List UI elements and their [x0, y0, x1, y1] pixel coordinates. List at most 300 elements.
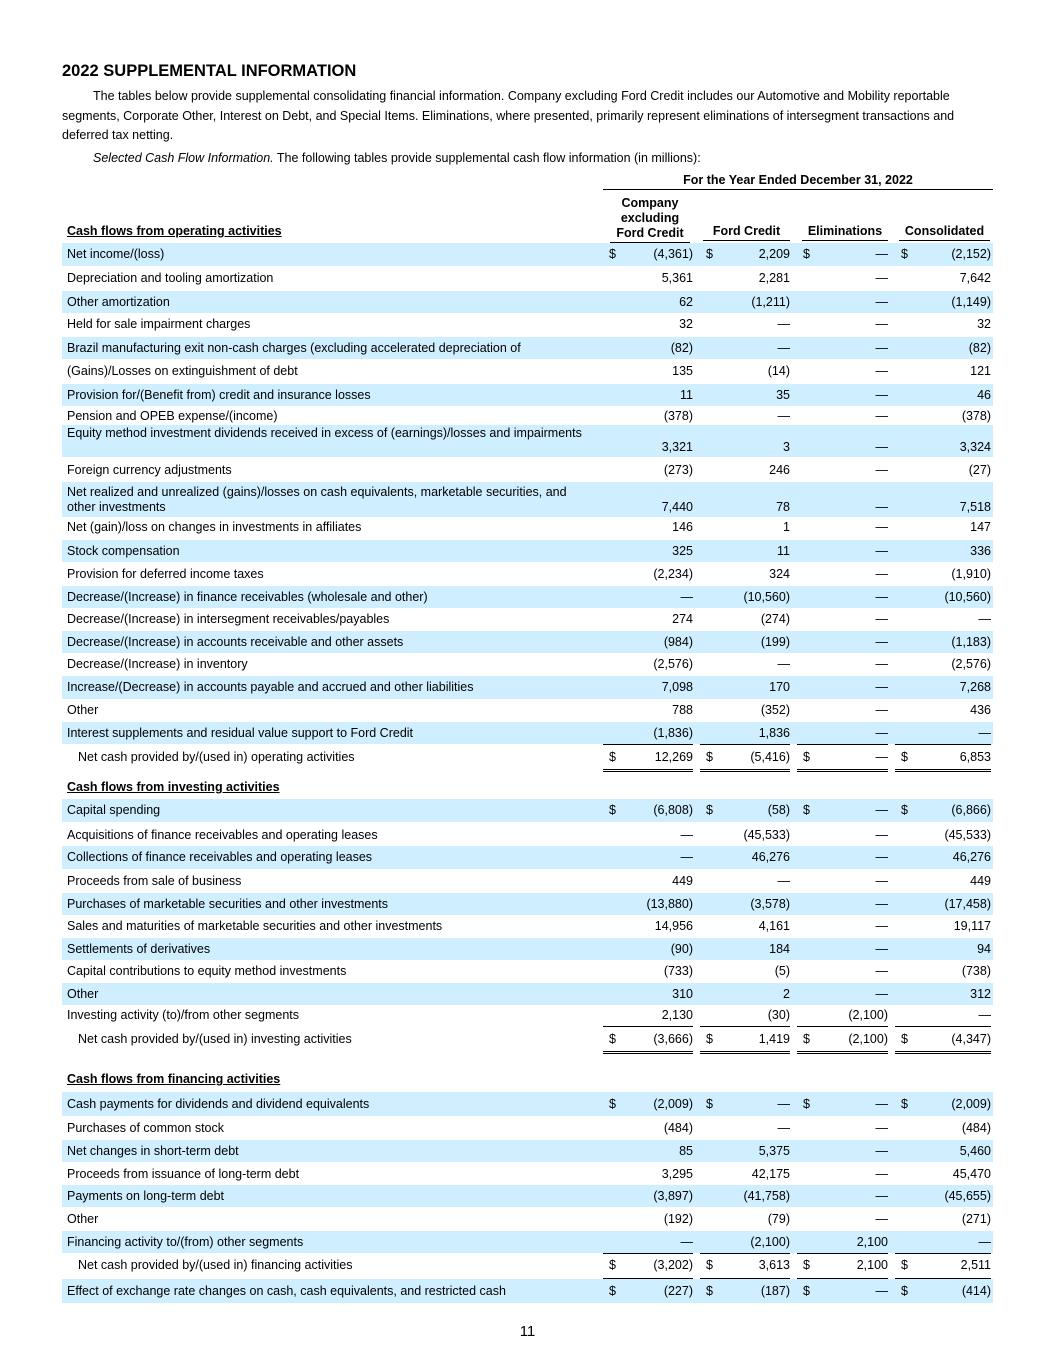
cell-value: (273): [663, 463, 693, 477]
dollar-sign: $: [901, 1258, 908, 1272]
cell-value: (2,576): [951, 657, 991, 671]
cell-company-excluding-ford-credit: [603, 384, 693, 406]
cell-consolidated: [895, 1140, 991, 1162]
cell-company-excluding-ford-credit: [603, 745, 693, 772]
cell-value: (1,910): [951, 567, 991, 581]
cell-value: —: [875, 897, 888, 911]
cell-value: 32: [679, 317, 693, 331]
cell-value: 7,098: [661, 680, 693, 694]
cell-value: 2,209: [758, 247, 790, 261]
cell-eliminations: [797, 654, 888, 674]
cell-value: 449: [970, 874, 991, 888]
cell-ford-credit: [700, 360, 790, 382]
cell-ford-credit: [700, 1092, 790, 1116]
cell-consolidated: [895, 700, 991, 721]
cell-value: —: [875, 463, 888, 477]
cell-value: (984): [663, 635, 693, 649]
cell-value: (90): [670, 942, 693, 956]
cell-value: —: [777, 341, 790, 355]
cell-company-excluding-ford-credit: [603, 1231, 693, 1254]
cell-eliminations: [797, 314, 888, 335]
row-label: Stock compensation: [67, 544, 180, 558]
table-row: [62, 384, 993, 406]
table-row: [62, 893, 993, 915]
cell-consolidated: [895, 1253, 991, 1281]
total-row: [62, 1253, 993, 1278]
row-label: Brazil manufacturing exit non-cash charges (excluding accelerated depreciation of: [67, 341, 521, 355]
dollar-sign: $: [901, 803, 908, 817]
dollar-sign: $: [609, 803, 616, 817]
cell-value: 246: [769, 463, 790, 477]
table-row: [62, 243, 993, 266]
cell-value: (45,533): [944, 828, 991, 842]
column-header-consolidated: Consolidated: [899, 224, 990, 241]
cell-value: —: [875, 567, 888, 581]
page-number: 11: [519, 1323, 536, 1340]
row-label: Decrease/(Increase) in inventory: [67, 657, 248, 671]
cell-value: 2,511: [960, 1258, 991, 1272]
cell-ford-credit: [700, 1253, 790, 1281]
row-label: Increase/(Decrease) in accounts payable and accrued and other liabilities: [67, 680, 474, 694]
cell-ford-credit: [700, 983, 790, 1005]
cell-value: (2,009): [951, 1097, 991, 1111]
cell-ford-credit: [700, 1027, 790, 1054]
cell-value: —: [777, 409, 790, 423]
section-header: Cash flows from financing activities: [67, 1072, 281, 1086]
table-row: [62, 871, 993, 892]
cell-company-excluding-ford-credit: [603, 1092, 693, 1116]
cell-consolidated: [895, 722, 991, 745]
cell-value: (79): [767, 1212, 790, 1226]
cell-eliminations: [797, 243, 888, 266]
cell-value: —: [875, 247, 888, 261]
cell-value: 2,281: [758, 271, 790, 285]
cell-eliminations: [797, 871, 888, 892]
cell-consolidated: [895, 938, 991, 960]
row-label: Other: [67, 1212, 99, 1226]
table-row: [62, 799, 993, 822]
table-row: [62, 1005, 993, 1026]
cell-value: 1,419: [758, 1032, 790, 1046]
cell-value: (10,560): [743, 590, 790, 604]
cell-company-excluding-ford-credit: [603, 960, 693, 982]
cell-value: 46,276: [751, 850, 790, 864]
cell-value: —: [875, 635, 888, 649]
table-row: [62, 676, 993, 699]
cell-value: —: [875, 520, 888, 534]
cell-consolidated: [895, 1279, 991, 1303]
cell-consolidated: [895, 676, 991, 699]
cell-ford-credit: [700, 871, 790, 892]
cell-value: 324: [769, 567, 790, 581]
cell-ford-credit: [700, 745, 790, 772]
cell-value: (82): [968, 341, 991, 355]
cell-value: 274: [672, 612, 693, 626]
dollar-sign: $: [803, 1284, 810, 1298]
cell-value: —: [875, 919, 888, 933]
cell-value: 7,642: [959, 271, 991, 285]
row-label: Capital contributions to equity method investments: [67, 964, 347, 978]
cell-consolidated: [895, 1208, 991, 1230]
row-label: Foreign currency adjustments: [67, 463, 232, 477]
cell-company-excluding-ford-credit: [603, 893, 693, 915]
dollar-sign: $: [803, 1097, 810, 1111]
cell-value: —: [875, 317, 888, 331]
row-label: Purchases of common stock: [67, 1121, 225, 1135]
cell-eliminations: [797, 983, 888, 1005]
cell-value: 11: [680, 388, 693, 402]
row-label: Investing activity (to)/from other segments: [67, 1008, 300, 1022]
cell-consolidated: [895, 893, 991, 915]
table-row: [62, 337, 993, 359]
cell-value: (352): [760, 703, 790, 717]
cell-value: —: [978, 726, 991, 740]
cell-value: (14): [767, 364, 790, 378]
selected-info-text: The following tables provide supplemental cash flow information (in millions):: [273, 150, 701, 165]
cell-ford-credit: [700, 540, 790, 562]
cell-company-excluding-ford-credit: [603, 1140, 693, 1162]
table-row: [62, 425, 993, 457]
cell-ford-credit: [700, 700, 790, 721]
cell-consolidated: [895, 916, 991, 937]
table-row: [62, 916, 993, 937]
cell-value: —: [875, 409, 888, 423]
total-row: [62, 1027, 993, 1051]
cell-value: (13,880): [646, 897, 693, 911]
cell-value: 3,324: [959, 440, 991, 454]
row-label: Payments on long-term debt: [67, 1189, 225, 1203]
dollar-sign: $: [706, 1284, 713, 1298]
cell-eliminations: [797, 700, 888, 721]
cell-company-excluding-ford-credit: [603, 563, 693, 585]
cell-value: 5,361: [661, 271, 693, 285]
cell-value: —: [777, 657, 790, 671]
cell-value: 6,853: [959, 750, 991, 764]
cell-ford-credit: [700, 1279, 790, 1303]
cell-company-excluding-ford-credit: [603, 938, 693, 960]
cell-consolidated: [895, 1185, 991, 1207]
row-label: Acquisitions of finance receivables and operating leases: [67, 828, 378, 842]
cell-ford-credit: [700, 722, 790, 745]
cell-eliminations: [797, 563, 888, 585]
cell-company-excluding-ford-credit: [603, 700, 693, 721]
dollar-sign: $: [706, 1032, 713, 1046]
cell-company-excluding-ford-credit: [603, 631, 693, 653]
cell-value: —: [777, 874, 790, 888]
cell-value: (199): [760, 635, 790, 649]
cell-value: —: [875, 803, 888, 817]
intro-paragraph: The tables below provide supplemental consolidating financial information. Company excluding Ford Credit includes our Automotive and Mobility reportable segments, Corporate Other, Interest on Debt, and Special Items. Eliminations, where presented, primarily represent eliminations of intersegment transactions and deferred tax netting.: [62, 89, 955, 142]
cell-company-excluding-ford-credit: [603, 1117, 693, 1139]
cell-value: 11: [777, 544, 790, 558]
cell-value: (41,758): [743, 1189, 790, 1203]
cell-company-excluding-ford-credit: [603, 983, 693, 1005]
cell-company-excluding-ford-credit: [603, 1185, 693, 1207]
row-label: Effect of exchange rate changes on cash, cash equivalents, and restricted cash: [67, 1284, 506, 1298]
column-header-ford-credit: Ford Credit: [703, 224, 790, 241]
cell-company-excluding-ford-credit: [603, 243, 693, 266]
row-label: Pension and OPEB expense/(income): [67, 409, 278, 423]
dollar-sign: $: [803, 803, 810, 817]
cell-value: (10,560): [944, 590, 991, 604]
cell-value: (1,836): [653, 726, 693, 740]
row-label: Net changes in short-term debt: [67, 1144, 239, 1158]
cell-value: 2,100: [856, 1235, 888, 1249]
cell-ford-credit: [700, 563, 790, 585]
cell-value: —: [875, 1097, 888, 1111]
cell-ford-credit: [700, 268, 790, 289]
section-header: Cash flows from investing activities: [67, 780, 280, 794]
cell-consolidated: [895, 360, 991, 382]
row-label: Financing activity to/(from) other segments: [67, 1235, 304, 1249]
cell-value: (378): [961, 409, 991, 423]
cell-value: —: [875, 964, 888, 978]
cell-value: 7,518: [959, 500, 991, 514]
table-row: [62, 1231, 993, 1253]
cell-consolidated: [895, 1231, 991, 1254]
row-label: Interest supplements and residual value support to Ford Credit: [67, 726, 414, 740]
cell-ford-credit: [700, 482, 790, 517]
cell-value: (484): [663, 1121, 693, 1135]
cell-ford-credit: [700, 337, 790, 359]
row-label: Provision for/(Benefit from) credit and insurance losses: [67, 388, 371, 402]
table-row: [62, 938, 993, 960]
cell-value: —: [875, 544, 888, 558]
cell-value: —: [875, 295, 888, 309]
cell-value: 449: [672, 874, 693, 888]
cell-consolidated: [895, 960, 991, 982]
cell-value: —: [875, 750, 888, 764]
cell-ford-credit: [700, 609, 790, 629]
cell-consolidated: [895, 460, 991, 481]
cell-value: —: [875, 703, 888, 717]
cell-ford-credit: [700, 938, 790, 960]
cell-consolidated: [895, 540, 991, 562]
cell-company-excluding-ford-credit: [603, 676, 693, 699]
cell-value: 45,470: [952, 1167, 991, 1181]
cell-value: 32: [977, 317, 991, 331]
cell-value: (2,100): [848, 1032, 888, 1046]
table-row: [62, 360, 993, 382]
table-row: [62, 517, 993, 538]
cell-company-excluding-ford-credit: [603, 586, 693, 608]
cell-value: (227): [663, 1284, 693, 1298]
row-label: Capital spending: [67, 803, 161, 817]
cell-consolidated: [895, 871, 991, 892]
cell-ford-credit: [700, 1231, 790, 1254]
cell-eliminations: [797, 407, 888, 425]
cell-value: 3,613: [758, 1258, 790, 1272]
cell-value: —: [875, 1121, 888, 1135]
dollar-sign: $: [901, 1032, 908, 1046]
dollar-sign: $: [803, 750, 810, 764]
cell-consolidated: [895, 846, 991, 869]
cell-value: —: [875, 850, 888, 864]
cell-eliminations: [797, 460, 888, 481]
cell-value: (4,361): [653, 247, 693, 261]
cell-eliminations: [797, 517, 888, 538]
cell-value: —: [680, 1235, 693, 1249]
page-title: 2022 SUPPLEMENTAL INFORMATION: [62, 62, 357, 80]
row-label: Decrease/(Increase) in intersegment receivables/payables: [67, 612, 390, 626]
cell-consolidated: [895, 407, 991, 425]
cell-eliminations: [797, 1092, 888, 1116]
dollar-sign: $: [803, 1258, 810, 1272]
cell-ford-credit: [700, 916, 790, 937]
table-row: [62, 609, 993, 629]
cell-company-excluding-ford-credit: [603, 482, 693, 517]
cell-eliminations: [797, 1027, 888, 1054]
cell-eliminations: [797, 799, 888, 822]
cell-value: —: [875, 590, 888, 604]
cell-value: —: [680, 590, 693, 604]
cell-value: (2,100): [750, 1235, 790, 1249]
cell-ford-credit: [700, 846, 790, 869]
cell-consolidated: [895, 517, 991, 538]
cell-company-excluding-ford-credit: [603, 425, 693, 457]
cell-company-excluding-ford-credit: [603, 268, 693, 289]
table-row: [62, 291, 993, 313]
dollar-sign: $: [901, 750, 908, 764]
table-row: [62, 482, 993, 517]
row-label: Decrease/(Increase) in finance receivables (wholesale and other): [67, 590, 428, 604]
table-row: [62, 1185, 993, 1207]
cell-value: 146: [672, 520, 693, 534]
cell-value: —: [978, 612, 991, 626]
cell-company-excluding-ford-credit: [603, 291, 693, 313]
cell-company-excluding-ford-credit: [603, 1163, 693, 1185]
table-row: [62, 460, 993, 481]
cell-company-excluding-ford-credit: [603, 1027, 693, 1054]
cell-value: (27): [968, 463, 991, 477]
cell-eliminations: [797, 1185, 888, 1207]
cell-company-excluding-ford-credit: [603, 871, 693, 892]
cell-value: (738): [961, 964, 991, 978]
cell-ford-credit: [700, 893, 790, 915]
cell-value: (274): [760, 612, 790, 626]
cell-eliminations: [797, 824, 888, 846]
cell-value: 35: [776, 388, 790, 402]
dollar-sign: $: [609, 1284, 616, 1298]
table-row: [62, 960, 993, 982]
cell-consolidated: [895, 799, 991, 822]
row-label: Net cash provided by/(used in) operating activities: [78, 750, 355, 764]
cell-eliminations: [797, 1117, 888, 1139]
dollar-sign: $: [609, 1097, 616, 1111]
dollar-sign: $: [803, 247, 810, 261]
cell-value: —: [875, 388, 888, 402]
cell-consolidated: [895, 314, 991, 335]
cell-value: 2,100: [856, 1258, 888, 1272]
cell-company-excluding-ford-credit: [603, 916, 693, 937]
cell-value: —: [978, 1008, 991, 1022]
cell-value: —: [777, 317, 790, 331]
cell-value: 310: [672, 987, 693, 1001]
dollar-sign: $: [803, 1032, 810, 1046]
cell-value: 7,440: [661, 500, 693, 514]
cell-value: —: [875, 828, 888, 842]
cell-value: —: [875, 1284, 888, 1298]
cell-value: (5): [774, 964, 790, 978]
row-label: Decrease/(Increase) in accounts receivable and other assets: [67, 635, 404, 649]
cell-value: —: [777, 1097, 790, 1111]
row-label: Proceeds from issuance of long-term debt: [67, 1167, 300, 1181]
cell-eliminations: [797, 676, 888, 699]
cell-value: (45,533): [743, 828, 790, 842]
cell-value: (58): [767, 803, 790, 817]
cell-consolidated: [895, 654, 991, 674]
cell-value: 7,268: [959, 680, 991, 694]
cell-value: —: [875, 1189, 888, 1203]
table-row: [62, 654, 993, 674]
cell-company-excluding-ford-credit: [603, 517, 693, 538]
cell-value: 3,321: [661, 440, 693, 454]
cell-company-excluding-ford-credit: [603, 314, 693, 335]
cell-ford-credit: [700, 425, 790, 457]
cell-value: —: [875, 271, 888, 285]
cell-eliminations: [797, 482, 888, 517]
cell-value: (3,897): [653, 1189, 693, 1203]
cell-value: —: [875, 341, 888, 355]
row-label: Sales and maturities of marketable securities and other investments: [67, 919, 443, 933]
cell-eliminations: [797, 1279, 888, 1303]
row-label: Purchases of marketable securities and other investments: [67, 897, 388, 911]
cell-value: (3,202): [653, 1258, 693, 1272]
cell-company-excluding-ford-credit: [603, 460, 693, 481]
row-label: Net (gain)/loss on changes in investments in affiliates: [67, 520, 362, 534]
cell-value: 14,956: [654, 919, 693, 933]
cell-company-excluding-ford-credit: [603, 1279, 693, 1303]
cell-consolidated: [895, 631, 991, 653]
cell-eliminations: [797, 631, 888, 653]
dollar-sign: $: [609, 1032, 616, 1046]
cell-value: (17,458): [944, 897, 991, 911]
cell-eliminations: [797, 1163, 888, 1185]
column-header-company-excluding-ford-credit: Company excluding Ford Credit: [610, 196, 690, 243]
cell-value: (1,183): [951, 635, 991, 649]
table-row: [62, 846, 993, 869]
cell-consolidated: [895, 337, 991, 359]
total-row: [62, 745, 993, 769]
cell-ford-credit: [700, 1208, 790, 1230]
dollar-sign: $: [706, 750, 713, 764]
cell-eliminations: [797, 916, 888, 937]
cell-ford-credit: [700, 960, 790, 982]
table-row: [62, 824, 993, 846]
cell-value: 325: [672, 544, 693, 558]
cell-value: 85: [679, 1144, 693, 1158]
row-label: Other: [67, 987, 99, 1001]
cell-ford-credit: [700, 291, 790, 313]
cell-value: (5,416): [750, 750, 790, 764]
cell-consolidated: [895, 983, 991, 1005]
cell-eliminations: [797, 540, 888, 562]
cell-eliminations: [797, 722, 888, 745]
cell-value: 19,117: [953, 919, 991, 933]
cell-value: (45,655): [944, 1189, 991, 1203]
table-row: [62, 1117, 993, 1139]
cell-company-excluding-ford-credit: [603, 846, 693, 869]
row-label: Settlements of derivatives: [67, 942, 211, 956]
cell-eliminations: [797, 938, 888, 960]
dollar-sign: $: [706, 247, 713, 261]
cell-ford-credit: [700, 799, 790, 822]
cell-eliminations: [797, 425, 888, 457]
cell-consolidated: [895, 1117, 991, 1139]
cell-consolidated: [895, 824, 991, 846]
cell-consolidated: [895, 609, 991, 629]
cell-value: 135: [672, 364, 693, 378]
